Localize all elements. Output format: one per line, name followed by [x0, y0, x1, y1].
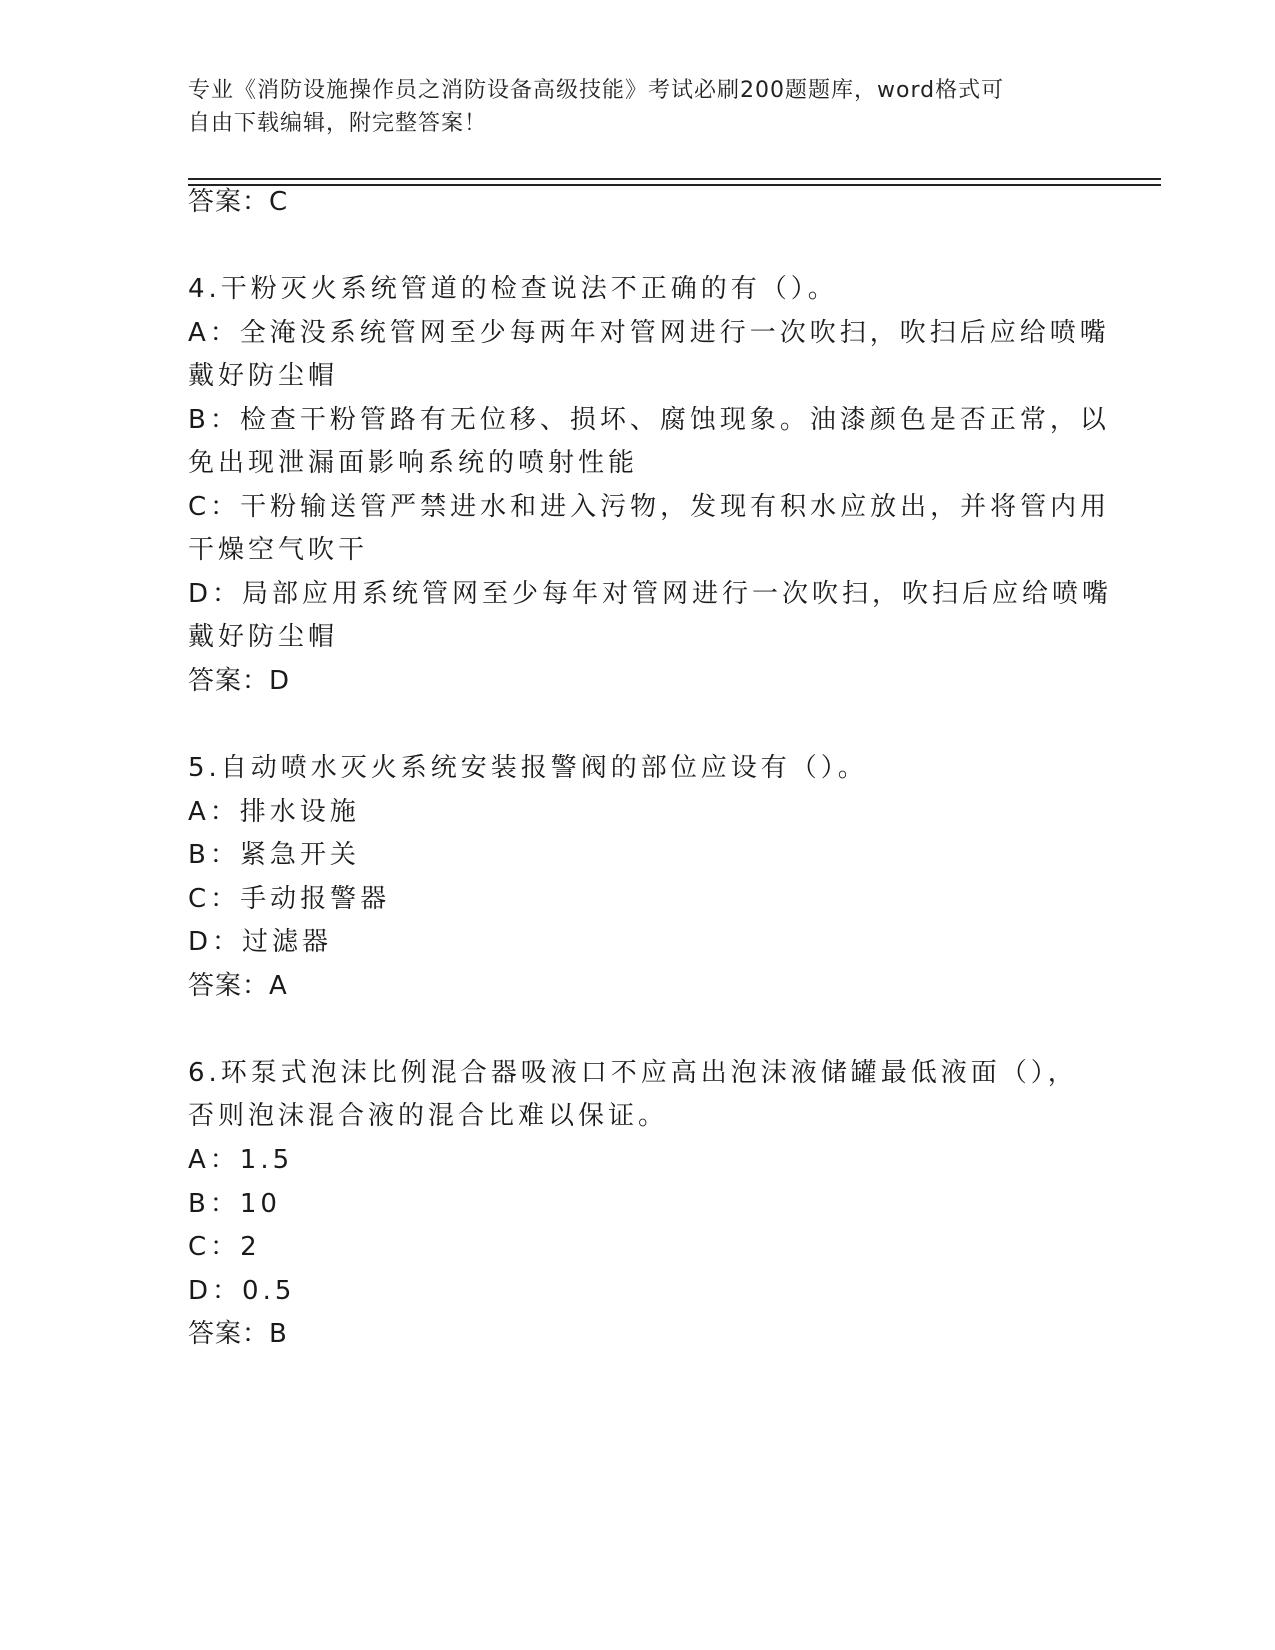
question-4-option-c-line-2: 干燥空气吹干: [188, 535, 369, 565]
question-5-option-b: B：紧急开关: [188, 840, 360, 870]
header-line-2: 自由下载编辑，附完整答案！: [188, 111, 488, 136]
question-4-option-a-line-2: 戴好防尘帽: [188, 361, 339, 391]
question-5-option-c: C：手动报警器: [188, 884, 391, 914]
header-line-1: 专业《消防设施操作员之消防设备高级技能》考试必刷200题题库，word格式可: [188, 78, 1005, 103]
question-5-stem: 5.自动喷水灭火系统安装报警阀的部位应设有（）。: [188, 753, 868, 783]
question-4-stem: 4.干粉灭火系统管道的检查说法不正确的有（）。: [188, 274, 838, 304]
question-6-option-c: C：2: [188, 1232, 261, 1262]
header-divider-top: [188, 178, 1161, 180]
question-4-option-d-line-1: D：局部应用系统管网至少每年对管网进行一次吹扫，吹扫后应给喷嘴: [188, 579, 1113, 609]
document-header: [188, 74, 1088, 140]
question-4-answer: 答案：D: [188, 666, 291, 696]
question-4-option-a-line-1: A：全淹没系统管网至少每两年对管网进行一次吹扫，吹扫后应给喷嘴: [188, 318, 1110, 348]
question-6-option-a: A：1.5: [188, 1145, 294, 1175]
question-6-stem-line-1: 6.环泵式泡沫比例混合器吸液口不应高出泡沫液储罐最低液面（），: [188, 1058, 1078, 1088]
question-5-option-a: A：排水设施: [188, 797, 360, 827]
question-6-answer: 答案：B: [188, 1319, 288, 1349]
question-4-option-d-line-2: 戴好防尘帽: [188, 622, 339, 652]
header-divider-bottom: [188, 184, 1161, 186]
question-6-option-b: B：10: [188, 1189, 281, 1219]
question-5-answer: 答案：A: [188, 971, 288, 1001]
question-4-option-c-line-1: C：干粉输送管严禁进水和进入污物，发现有积水应放出，并将管内用: [188, 492, 1111, 522]
previous-answer: 答案：C: [188, 187, 289, 217]
question-4-option-b-line-2: 免出现泄漏面影响系统的喷射性能: [188, 448, 639, 478]
question-6-stem-line-2: 否则泡沫混合液的混合比难以保证。: [188, 1101, 669, 1131]
question-6-option-d: D：0.5: [188, 1276, 296, 1306]
question-5-option-d: D：过滤器: [188, 927, 333, 957]
question-4-option-b-line-1: B：检查干粉管路有无位移、损坏、腐蚀现象。油漆颜色是否正常，以: [188, 405, 1110, 435]
